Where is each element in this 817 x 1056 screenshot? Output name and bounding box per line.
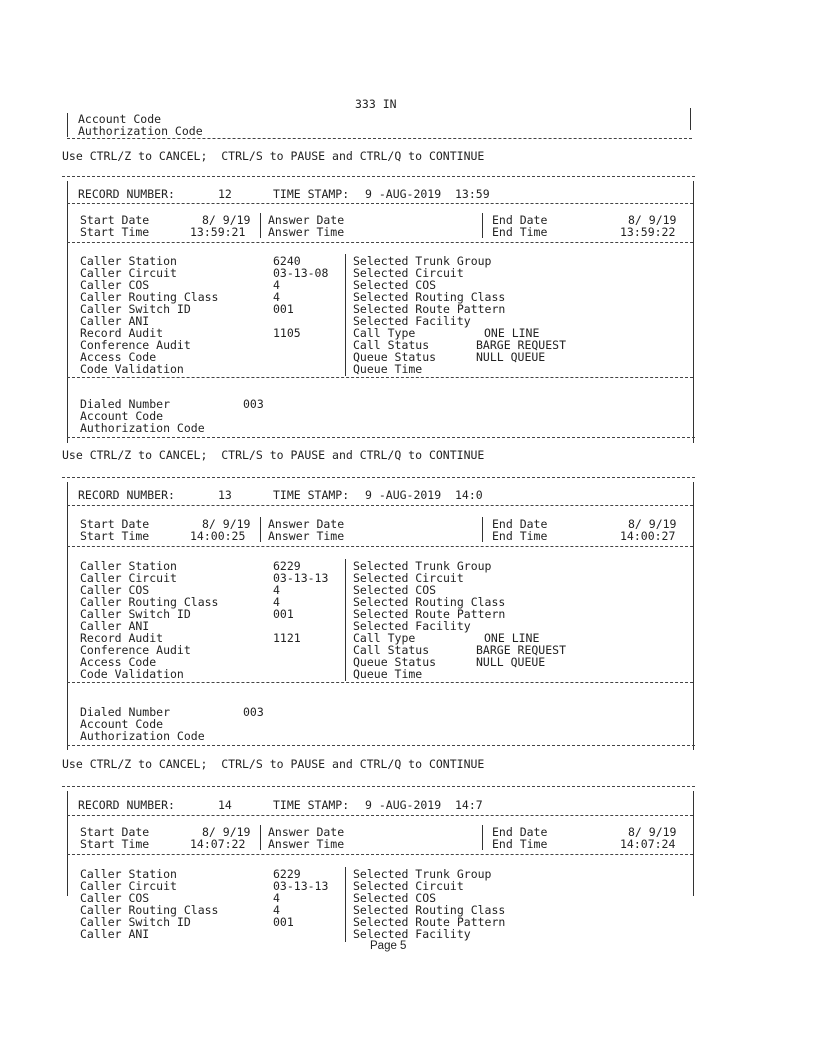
dialed-number-value: 003 [243,397,264,411]
authorization-code-label: Authorization Code [80,421,205,435]
start-time-value: 14:07:22 [190,837,246,851]
time-stamp-label: TIME STAMP: [273,798,350,812]
caller-cos-value: 4 [273,583,280,597]
column-divider [345,254,346,376]
queue-status-value: NULL QUEUE [476,350,546,364]
selected-facility-label: Selected Facility [353,927,471,941]
start-date-label: Start Date [80,517,150,531]
caller-cos-label: Caller COS [80,583,150,597]
call-status-value: BARGE REQUEST [476,338,567,352]
selected-cos-label: Selected COS [353,583,437,597]
selected-route-pattern-label: Selected Route Pattern [353,302,506,316]
selected-routing-class-label: Selected Routing Class [353,903,506,917]
caller-cos-value: 4 [273,891,280,905]
start-date-value: 8/ 9/19 [202,517,251,531]
answer-date-label: Answer Date [268,213,345,227]
account-code-label: Account Code [80,717,164,731]
end-time-value: 14:07:24 [620,837,676,851]
caller-circuit-value: 03-13-13 [273,571,329,585]
caller-routing-class-value: 4 [273,290,280,304]
selected-circuit-label: Selected Circuit [353,266,464,280]
divider [62,176,695,177]
right-border [693,791,694,896]
divider [67,138,692,139]
selected-route-pattern-label: Selected Route Pattern [353,915,506,929]
left-border [67,482,68,750]
account-code-label: Account Code [78,112,162,126]
start-time-label: Start Time [80,837,150,851]
end-date-label: End Date [492,213,548,227]
queue-status-label: Queue Status [353,350,437,364]
caller-switch-id-label: Caller Switch ID [80,915,191,929]
caller-switch-id-value: 001 [273,607,294,621]
column-divider [260,517,261,542]
caller-cos-label: Caller COS [80,891,150,905]
record-audit-label: Record Audit [80,631,164,645]
end-time-value: 13:59:22 [620,225,676,239]
time-stamp-value: 9 -AUG-2019 13:59 [365,187,490,201]
time-stamp-label: TIME STAMP: [273,488,350,502]
time-stamp-label: TIME STAMP: [273,187,350,201]
record-audit-value: 1105 [273,326,301,340]
authorization-code-label: Authorization Code [80,729,205,743]
divider [67,815,693,816]
divider [67,377,693,378]
time-stamp-value: 9 -AUG-2019 14:7 [365,798,483,812]
selected-circuit-label: Selected Circuit [353,571,464,585]
code-validation-label: Code Validation [80,362,184,376]
selected-circuit-label: Selected Circuit [353,879,464,893]
record-audit-value: 1121 [273,631,301,645]
divider [67,437,695,438]
end-time-value: 14:00:27 [620,529,676,543]
start-date-label: Start Date [80,825,150,839]
instruction-text: Use CTRL/Z to CANCEL; CTRL/S to PAUSE and CTRL/Q to CONTINUE [62,757,485,771]
left-border [67,791,68,896]
divider [67,505,693,506]
caller-cos-value: 4 [273,278,280,292]
caller-circuit-label: Caller Circuit [80,266,177,280]
caller-switch-id-value: 001 [273,302,294,316]
column-divider [345,559,346,681]
code-validation-label: Code Validation [80,667,184,681]
caller-switch-id-label: Caller Switch ID [80,302,191,316]
caller-station-label: Caller Station [80,254,177,268]
caller-station-label: Caller Station [80,867,177,881]
call-status-value: BARGE REQUEST [476,643,567,657]
queue-status-label: Queue Status [353,655,437,669]
record-number-label: RECORD NUMBER: [78,187,175,201]
divider [62,786,695,787]
answer-time-label: Answer Time [268,529,345,543]
caller-routing-class-label: Caller Routing Class [80,903,219,917]
divider [62,477,695,478]
instruction-text: Use CTRL/Z to CANCEL; CTRL/S to PAUSE and CTRL/Q to CONTINUE [62,448,485,462]
header-text: 333 IN [355,97,397,111]
record-number-value: 13 [218,488,232,502]
divider [67,546,693,547]
column-divider [260,825,261,850]
caller-station-value: 6240 [273,254,301,268]
call-type-value: ONE LINE [484,631,540,645]
start-date-label: Start Date [80,213,150,227]
end-time-label: End Time [492,225,548,239]
divider [67,682,693,683]
conference-audit-label: Conference Audit [80,338,191,352]
answer-time-label: Answer Time [268,837,345,851]
caller-ani-label: Caller ANI [80,619,150,633]
caller-routing-class-label: Caller Routing Class [80,595,219,609]
end-time-label: End Time [492,529,548,543]
selected-facility-label: Selected Facility [353,314,471,328]
start-time-label: Start Time [80,529,150,543]
record-audit-label: Record Audit [80,326,164,340]
selected-routing-class-label: Selected Routing Class [353,290,506,304]
time-stamp-value: 9 -AUG-2019 14:0 [365,488,483,502]
left-border [67,113,68,137]
column-divider [482,517,483,542]
selected-route-pattern-label: Selected Route Pattern [353,607,506,621]
call-type-value: ONE LINE [484,326,540,340]
instruction-text: Use CTRL/Z to CANCEL; CTRL/S to PAUSE and CTRL/Q to CONTINUE [62,149,485,163]
call-status-label: Call Status [353,643,430,657]
record-number-label: RECORD NUMBER: [78,488,175,502]
queue-status-value: NULL QUEUE [476,655,546,669]
dialed-number-label: Dialed Number [80,705,171,719]
caller-ani-label: Caller ANI [80,927,150,941]
caller-routing-class-label: Caller Routing Class [80,290,219,304]
caller-routing-class-value: 4 [273,595,280,609]
divider [67,242,693,243]
left-border [67,181,68,443]
access-code-label: Access Code [80,350,157,364]
queue-time-label: Queue Time [353,362,423,376]
divider [67,745,695,746]
end-date-label: End Date [492,517,548,531]
page-number: Page 5 [370,940,407,952]
caller-station-label: Caller Station [80,559,177,573]
selected-facility-label: Selected Facility [353,619,471,633]
caller-switch-id-label: Caller Switch ID [80,607,191,621]
caller-circuit-label: Caller Circuit [80,879,177,893]
right-border [690,108,691,130]
start-date-value: 8/ 9/19 [202,213,251,227]
column-divider [482,213,483,238]
account-code-label: Account Code [80,409,164,423]
column-divider [260,213,261,238]
access-code-label: Access Code [80,655,157,669]
end-date-label: End Date [492,825,548,839]
call-type-label: Call Type [353,631,416,645]
column-divider [482,825,483,850]
call-status-label: Call Status [353,338,430,352]
caller-circuit-value: 03-13-08 [273,266,329,280]
column-divider [345,867,346,942]
end-date-value: 8/ 9/19 [628,213,677,227]
caller-switch-id-value: 001 [273,915,294,929]
caller-station-value: 6229 [273,559,301,573]
selected-routing-class-label: Selected Routing Class [353,595,506,609]
start-time-value: 13:59:21 [190,225,246,239]
call-type-label: Call Type [353,326,416,340]
queue-time-label: Queue Time [353,667,423,681]
caller-ani-label: Caller ANI [80,314,150,328]
divider [67,854,693,855]
selected-cos-label: Selected COS [353,278,437,292]
right-border [693,482,694,750]
record-number-label: RECORD NUMBER: [78,798,175,812]
selected-trunk-group-label: Selected Trunk Group [353,867,492,881]
caller-circuit-value: 03-13-13 [273,879,329,893]
answer-date-label: Answer Date [268,517,345,531]
record-number-value: 12 [218,187,232,201]
selected-trunk-group-label: Selected Trunk Group [353,559,492,573]
dialed-number-label: Dialed Number [80,397,171,411]
caller-cos-label: Caller COS [80,278,150,292]
end-date-value: 8/ 9/19 [628,517,677,531]
answer-time-label: Answer Time [268,225,345,239]
authorization-code-label: Authorization Code [78,124,203,138]
selected-trunk-group-label: Selected Trunk Group [353,254,492,268]
end-time-label: End Time [492,837,548,851]
start-date-value: 8/ 9/19 [202,825,251,839]
selected-cos-label: Selected COS [353,891,437,905]
divider [67,203,693,204]
end-date-value: 8/ 9/19 [628,825,677,839]
record-number-value: 14 [218,798,232,812]
right-border [693,181,694,443]
start-time-value: 14:00:25 [190,529,246,543]
start-time-label: Start Time [80,225,150,239]
caller-circuit-label: Caller Circuit [80,571,177,585]
conference-audit-label: Conference Audit [80,643,191,657]
caller-routing-class-value: 4 [273,903,280,917]
caller-station-value: 6229 [273,867,301,881]
dialed-number-value: 003 [243,705,264,719]
answer-date-label: Answer Date [268,825,345,839]
